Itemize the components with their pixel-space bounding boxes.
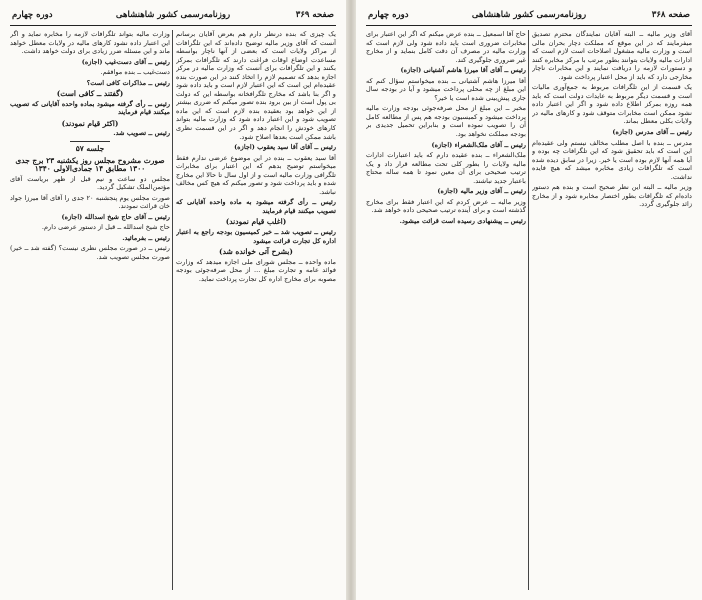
paragraph: رئیس ــ آقای حاج شیخ اسدالله (اجازه) [61,212,170,221]
paragraph: رئیس ــ در صورت مجلس نظری نیست؟ (گفته شد ــ خیر) صورت مجلس تصویب شد. [10,244,170,262]
paragraph: آقا سید یعقوب ــ بنده در این موضوع عرضی ندارم فقط میخواستم توضیح بدهم که این اعتبار برای مخابرات تلگرافی وزارت مالیه است و از اول سال تا حالا این مخارج شده و باید پرداخت شود و تصور میکنم که هیچ کس مخالف نباشد. [176,153,336,196]
right-page-left-column [366,30,526,590]
left-page-left-column [10,30,170,590]
right-header-rule [366,25,692,26]
paragraph: رئیس ــ آقای آقا سید یعقوب (اجازه) [234,143,336,152]
paragraph: آقا میرزا هاشم آشتیانی ــ بنده میخواستم سؤال کنم که این مبلغ از چه محلی پرداخت میشود و آیا در بودجه سال جاری پیش‌بینی شده است یا خیر؟ [366,76,526,102]
paragraph: حاج آقا اسمعیل ــ بنده عرض میکنم که اگر این اعتبار برای مخابرات ضروری است باید داده شود ولی لازم است که وزارت مالیه در مصرف آن دقت کامل بنماید و از مخارج غیر ضروری جلوگیری کند. [366,30,526,64]
left-page-number: صفحه ۳۶۹ [295,10,334,20]
left-page-right-column [176,30,336,590]
right-column-divider [528,30,529,590]
paragraph: مخبر ــ این مبلغ از محل صرفه‌جوئی بودجه وزارت مالیه پرداخت میشود و کمیسیون بودجه هم پس از مطالعه کامل آن را تصویب نموده است و بنابراین تحمیل جدیدی بر بودجه مملکت نخواهد بود. [366,104,526,139]
paragraph: دست‌غیب ــ بنده موافقم. [100,68,170,77]
right-page-header [364,10,694,24]
paragraph: رئیس ــ آقای ملک‌الشعراء (اجازه) [431,140,526,149]
paragraph: (اکثر قیام نمودند) [61,118,119,128]
right-page-title: روزنامه‌رسمی کشور شاهنشاهی [471,10,587,20]
paragraph: رئیس ــ مذاکرات کافی است؟ [86,78,170,87]
paragraph: رئیس ــ آقای مدرس (اجازه) [612,128,692,137]
paragraph: صورت مجلس یوم پنجشنبه ۲۰ جدی را آقای آقا میرزا جواد خان قرائت نمودند. [10,193,170,211]
left-page [0,0,346,600]
section-separator [70,141,110,142]
paragraph: رئیس ــ تصویب شد. [113,129,170,138]
session-date: صورت مشروح مجلس روز یکشنبه ۲۳ برج جدی ۱۳۰۰ مطابق ۱۴ جمادی‌الاولی ۱۳۴۰ [15,155,165,174]
paragraph: مدرس ــ بنده با اصل مطلب مخالف نیستم ولی عقیده‌ام این است که باید تحقیق شود که این تلگرافات چه بوده و آیا همه آنها لازم بوده است یا خیر. زیرا در سابق دیده شده است که تلگرافات زیادی مخابره میشد که هیچ فایده نداشت. [532,138,692,181]
right-page-right-column [532,30,692,590]
paragraph: رئیس ــ آقای وزیر مالیه (اجازه) [437,187,526,196]
paragraph: آقای وزیر مالیه ــ البته آقایان نمایندگان محترم تصدیق میفرمایند که در این موقع که مملکت دچار بحران مالی است و وزارت مالیه مشغول اصلاحات است لازم است که ادارات مالیه ولایات بتوانند بطور مرتب با مرکز مخابره کنند و دستورات لازمه را دریافت نمایند و این مخابرات ناچار مخارجی دارد که باید از محل اعتبار پرداخت شود. [532,30,692,81]
right-page-number: صفحه ۳۶۸ [651,10,690,20]
paragraph: حاج شیخ اسدالله ــ قبل از دستور عرضی دارم. [41,223,170,232]
left-page-period: دوره چهارم [12,10,53,20]
paragraph: رئیس ــ بفرمائید. [122,233,170,242]
paragraph: وزارت مالیه بتواند تلگرافات لازمه را مخابره نماید و اگر این اعتبار داده نشود کارهای مالیه در ولایات معطل خواهد ماند و این مسئله ضرر زیادی برای دولت خواهد داشت. [10,30,170,56]
paragraph: وزیر مالیه ــ عرض کردم که این اعتبار فقط برای مخارج گذشته است و برای آینده ترتیب صحیحی داده خواهد شد. [366,197,526,215]
paragraph: رئیس ــ پیشنهادی رسیده است قرائت میشود. [399,216,526,225]
paragraph: رئیس ــ آقای آقا میرزا هاشم آشتیانی (اجازه) [400,66,526,75]
left-header-rule [10,25,336,26]
right-page-period: دوره چهارم [368,10,409,20]
left-column-divider [172,30,173,590]
paragraph: مجلس دو ساعت و نیم قبل از ظهر بریاست آقای مؤتمن‌الملک تشکیل گردید. [10,174,170,192]
paragraph: (بشرح آتی خوانده شد) [219,247,293,257]
book-gutter [346,0,356,600]
paragraph: یک چیزی که بنده درنظر دارم هم بعرض آقایان برسانم آنست که آقای وزیر مالیه توضیح داده‌اند که این تلگرافات از مراکز ولایات است که بعضی از آنها ناچار بواسطه مساعدت اوضاع اوقات فراغت دارند که تلگرافات بمرکز بکنند و این تلگرافات برای آنست که وزارت مالیه در مرکز اجازه بدهد که تصمیم لازم را اتخاذ کنند در این صورت بنده عقیده‌ام این است که این اعتبار لازم است و باید داده شود و اگر بنا باشد که مخارج تلگرافخانه بواسطه این که دولت بی پول است از بین برود بنده تصور میکنم که ضرری بیشتر از این خواهد بود بعقیده بنده لازم است که این ماده تصویب شود و این اعتبار داده شود که وزارت مالیه بتواند کارهای خودش را انجام دهد و اگر در این قسمت نظری باشد ممکن است بعدها اصلاح شود. [176,30,336,141]
paragraph: وزیر مالیه ــ البته این نظر صحیح است و بنده هم دستور داده‌ام که تلگرافات بطور اختصار مخابره شود و از مخارج زائد جلوگیری گردد. [532,183,692,209]
paragraph: ملک‌الشعراء ــ بنده عقیده دارم که باید اعتبارات ادارات مالیه ولایات را بطور کلی تحت مطالعه قرار داد و یک ترتیب صحیحی برای آن معین نمود تا همه ساله محتاج باعتبار جدید نباشند. [366,151,526,185]
paragraph: رئیس ــ تصویب شد ــ خبر کمیسیون بودجه راجع به اعتبار اداره کل تجارت قرائت میشود [176,228,336,245]
left-page-title: روزنامه‌رسمی کشور شاهنشاهی [115,10,231,20]
paragraph: رئیس ــ رأی گرفته میشود بماده واحده آقایانی که تصویب میکنند قیام فرمایند [10,99,170,117]
right-page [356,0,702,600]
paragraph: رئیس ــ رأی گرفته میشود به ماده واحده آقایانی که تصویب میکنند قیام فرمایند [176,198,336,215]
paragraph: یک قسمت از این تلگرافات مربوط به جمع‌آوری مالیات است و قسمت دیگر مربوط به عایدات دولت است که باید همه روزه بمرکز اطلاع داده شود و اگر این اعتبار داده نشود ممکن است مخابرات متوقف شود و کارهای مالیه در ولایات بکلی معطل بماند. [532,83,692,126]
session-heading: جلسه ۵۷ [75,144,105,154]
paragraph: (اغلب قیام نمودند) [225,217,287,227]
left-page-header [8,10,338,24]
paragraph: ماده واحده ــ مجلس شورای ملی اجازه میدهد که وزارت فوائد عامه و تجارت مبلغ ... از محل صرفه‌جوئی بودجه مصوبه برای مخارج اداره کل تجارت پرداخت نماید. [176,257,336,283]
paragraph: رئیس ــ آقای دست‌غیب (اجازه) [81,57,170,66]
paragraph: (گفتند ــ کافی است) [56,89,124,99]
